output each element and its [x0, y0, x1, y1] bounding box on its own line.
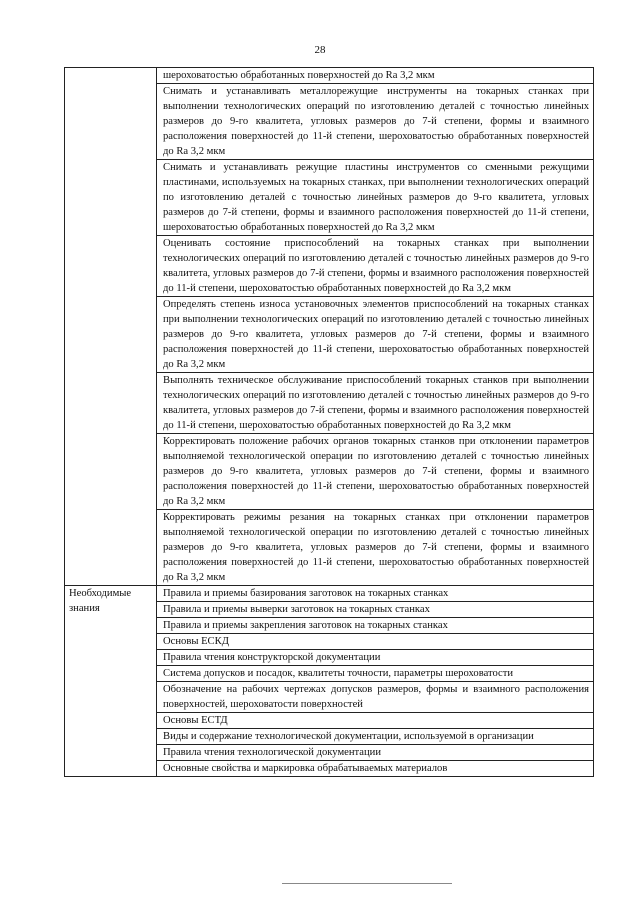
table-row [65, 586, 594, 602]
table-row [65, 68, 594, 84]
knowledge-item: Правила чтения конструкторской документации [157, 650, 594, 666]
knowledge-item: Правила и приемы закрепления заготовок на токарных станках [157, 618, 594, 634]
knowledge-item: Основы ЕСКД [157, 634, 594, 650]
skills-label-cell [65, 68, 157, 586]
knowledge-item: Основные свойства и маркировка обрабатываемых материалов [157, 761, 594, 777]
skill-item: Снимать и устанавливать металлорежущие инструменты на токарных станках при выполнении технологических операций по изготовлению деталей с точностью линейных размеров до 9-го квалитета, угловых размеров до 7-й степени, формы и взаимного расположения поверхностей до 11-й степени, шероховатостью обработанных поверхностей до Ra 3,2 мкм [157, 84, 594, 160]
skill-item: Оценивать состояние приспособлений на токарных станках при выполнении технологических операций по изготовлению деталей с точностью линейных размеров до 9-го квалитета, угловых размеров до 7-й степени, формы и взаимного расположения поверхностей до 11-й степени, шероховатостью обработанных поверхностей до Ra 3,2 мкм [157, 236, 594, 297]
skill-item: Снимать и устанавливать режущие пластины инструментов со сменными режущими пластинами, используемых на токарных станках, при выполнении технологических операций по изготовлению деталей с точностью линейных размеров до 9-го квалитета, угловых размеров до 7-й степени, формы и взаимного расположения поверхностей до 11-й степени, шероховатостью обработанных поверхностей до Ra 3,2 мкм [157, 160, 594, 236]
knowledge-item: Правила и приемы базирования заготовок на токарных станках [157, 586, 594, 602]
skill-item: Определять степень износа установочных элементов приспособлений на токарных станках при выполнении технологических операций по изготовлению деталей с точностью линейных размеров до 9-го квалитета, угловых размеров до 7-й степени, формы и взаимного расположения поверхностей до 11-й степени, шероховатостью обработанных поверхностей до Ra 3,2 мкм [157, 297, 594, 373]
skill-item: Корректировать положение рабочих органов токарных станков при отклонении параметров выполняемой технологической операции по изготовлению деталей с точностью линейных размеров до 9-го квалитета, угловых размеров до 7-й степени, формы и взаимного расположения поверхностей до 11-й степени, шероховатостью обработанных поверхностей до Ra 3,2 мкм [157, 434, 594, 510]
competency-table [64, 67, 594, 777]
skill-item: шероховатостью обработанных поверхностей до Ra 3,2 мкм [157, 68, 594, 84]
knowledge-item: Виды и содержание технологической документации, используемой в организации [157, 729, 594, 745]
page-edge-line [282, 883, 452, 906]
knowledge-item: Система допусков и посадок, квалитеты точности, параметры шероховатости [157, 666, 594, 682]
knowledge-item: Правила и приемы выверки заготовок на токарных станках [157, 602, 594, 618]
knowledge-label: Необходимые знания [65, 586, 157, 777]
skill-item: Выполнять техническое обслуживание приспособлений токарных станков при выполнении технологических операций по изготовлению деталей с точностью линейных размеров до 9-го квалитета, угловых размеров до 7-й степени, формы и взаимного расположения поверхностей до 11-й степени, шероховатостью обработанных поверхностей до Ra 3,2 мкм [157, 373, 594, 434]
knowledge-item: Обозначение на рабочих чертежах допусков размеров, формы и взаимного расположения поверхностей, шероховатости поверхностей [157, 682, 594, 713]
skill-item: Корректировать режимы резания на токарных станках при отклонении параметров выполняемой технологической операции по изготовлению деталей с точностью линейных размеров до 9-го квалитета, угловых размеров до 7-й степени, формы и взаимного расположения поверхностей до 11-й степени, шероховатостью обработанных поверхностей до Ra 3,2 мкм [157, 510, 594, 586]
knowledge-item: Основы ЕСТД [157, 713, 594, 729]
knowledge-item: Правила чтения технологической документации [157, 745, 594, 761]
page-number: 28 [314, 44, 326, 56]
